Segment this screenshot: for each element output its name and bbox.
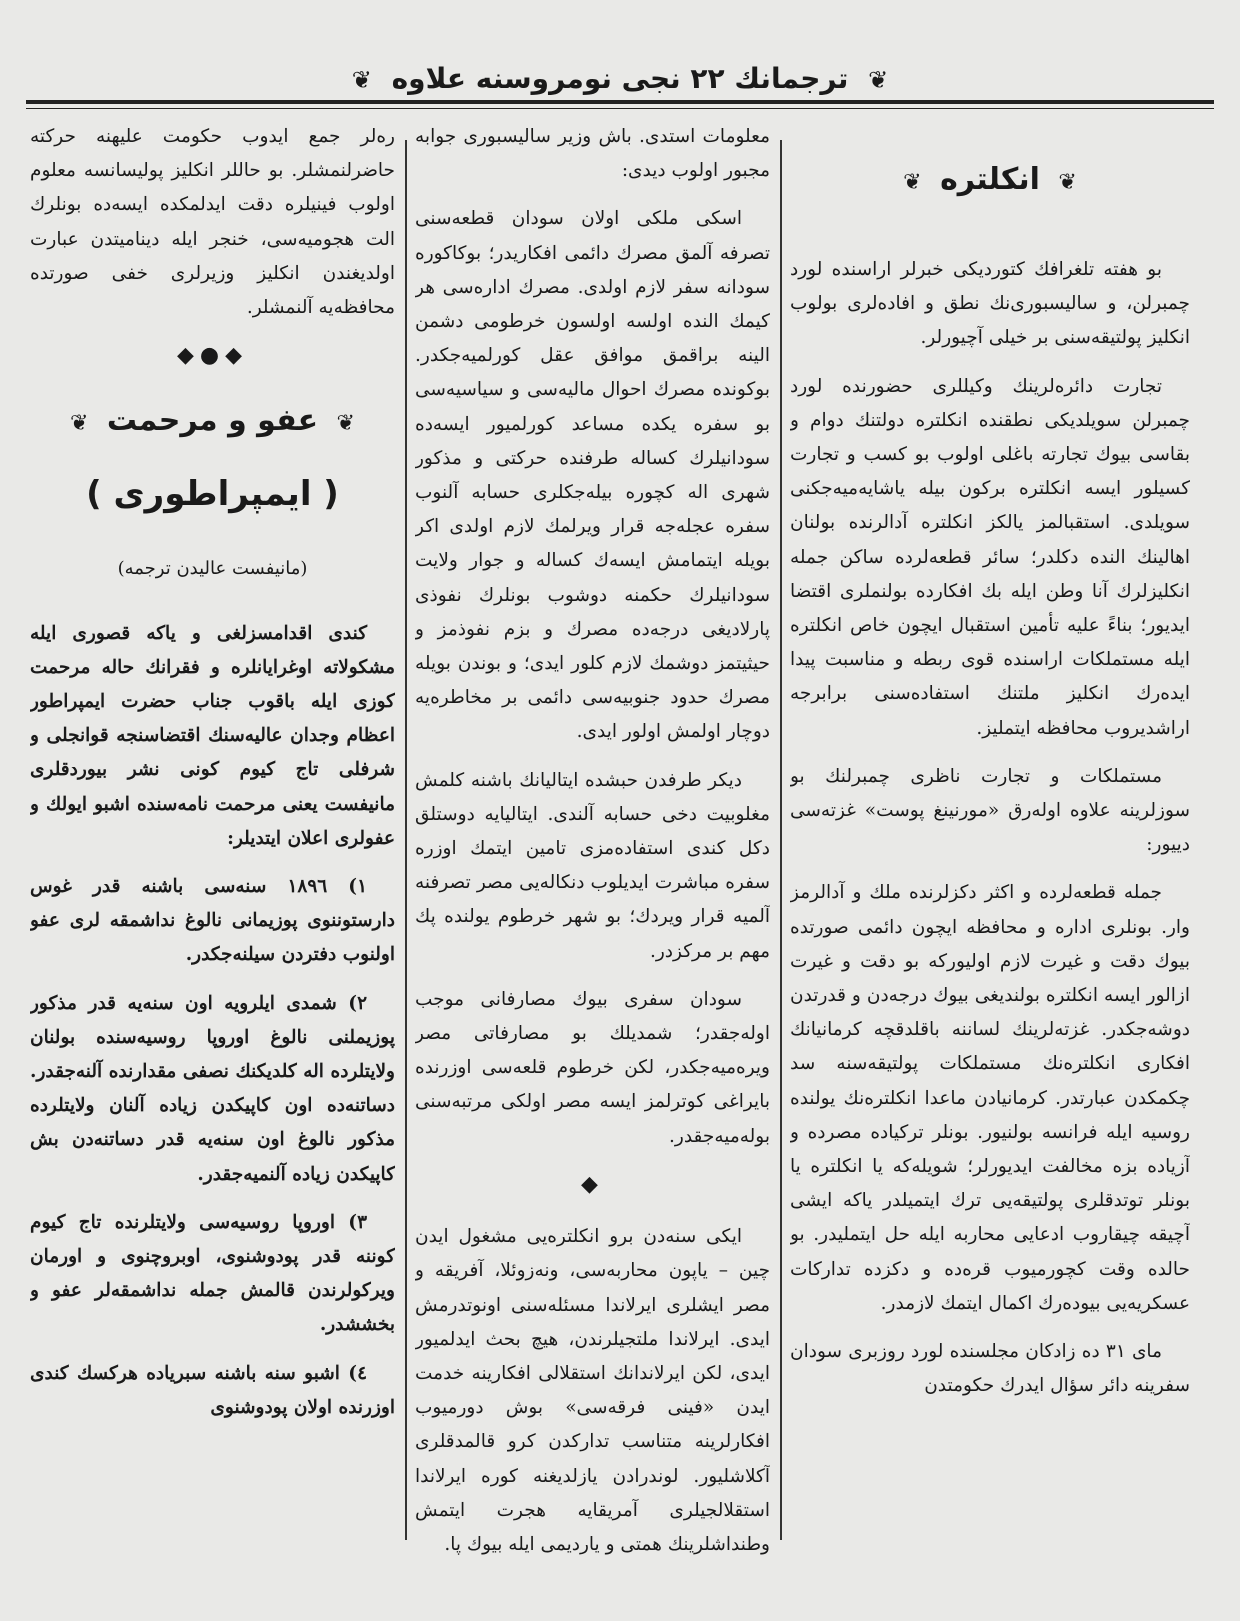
paragraph: بو هفته تلغرافك كتورديكى خبرلر اراسنده لورد چمبرلن، و سالیسبوری‌نك نطق و افاده‌لری بولوب انكلیز پولتیقه‌سنی بر خیلی آچیورلر.	[790, 259, 1190, 349]
paragraph: كندی اقدامسزلغی و یاكه قصوری ایله مشكولاته اوغرایانلره و فقرانك حاله مرحمت كوزی ایله باقوب جناب حضرت ایمپراطور اعظام وجدان عالیه‌سنك اقتضاسنجه قوانجلی و شرفلی تاج كیوم كونی نشر بیوردقلری مانیفست یعنی مرحمت نامه‌سنده اشبو ایولك و عفولری اعلان ایتدیلر:	[30, 622, 395, 849]
heading-text: عفو و مرحمت	[106, 403, 319, 439]
paragraph: تجارت دائره‌لرینك وكیللری حضورنده لورد چمبرلن سویلدیكی نطقنده انكلتره دولتنك دوام و بقاسی بیوك تجارته باغلی اولوب بو كسب و تجارت كسیلور ایسه انكلتره بركون بیله یاشایه‌میه‌جكنی سویلدی. استقبالمز یالكز انكلتره آدالرنده بولنان اهالینك النده دكلدر؛ سائر قطعه‌لرده ساكن جمله انكلیزلرك آنا وطن ایله بك افكارده بولنملری اقتضا ایدیور؛ بناءً علیه تأمین استقبال ایچون خاص انكلتره ایله مستملكات اراسنده قوی ربطه و مناسبت پیدا ایده‌رك انكلیز ملتنك استفاده‌سنی برابرجه اراشدیروب محافظه ایتملیز.	[790, 375, 1190, 739]
masthead-title: ترجمانك ٢٢ نجى نومروسنه علاوه	[391, 62, 849, 95]
article-subheading: ( ایمپراطوری )	[86, 474, 339, 515]
paragraph: اسكی ملكی اولان سودان قطعه‌سنی تصرفه آلمق مصرك دائمی افكاریدر؛ بوكاكوره سودانه سفر لازم اولدی. مصرك اداره‌سی هر كیمك النده اولسه اولسون خرطومی دشمن الینه براقمق موافق عقل كورلمیه‌جكدر. بوكونده مصرك احوال مالیه‌سی و سیاسیه‌سی بو سفره یكده مساعد كورلمیور ایسه‌ده سودانیلرك كساله طرفنده حركتی و مذكور شهری اله كچوره بیله‌جكلری حسابه آلنوب سفره عجله‌جه قرار ویرلمك لازم اولدی اكر بویله ایتمامش ایسه‌ك كساله و جوار ولایت سودانیلرك حكمنه دوشوب بونلرك نفوذی پارلادیغی درجه‌ده مصرك و بزم نفوذمز و حیثیتمز دوشمك لازم كلور ایدی؛ و بوندن بویله مصرك حدود جنوبیه‌سی دائمی بر مخاطره‌یه دوچار اولمش اولور ایدی.	[415, 208, 770, 743]
column-divider	[780, 140, 782, 1540]
masthead-rule-thin	[26, 108, 1214, 109]
masthead-ornament-icon: ❦	[351, 66, 372, 94]
middle-column	[415, 120, 770, 1600]
paragraph: مای ٣١ ده زادكان مجلسنده لورد روزبری سودان سفرینه دائر سؤال ایدرك حكومتدن	[790, 1341, 1190, 1397]
list-item: ٣) اوروپا روسیه‌سی ولایتلرنده تاج كیوم كوننه قدر پودوشنوی، اوبروچنوی و اورمان ویركولرندن قالمش جمله نداشمقه‌لر عفو و بخششدر.	[30, 1211, 395, 1336]
heading-ornament-icon: ❦	[1058, 170, 1077, 195]
right-column	[790, 120, 1190, 1600]
list-item: ٤) اشبو سنه باشنه سبرياده هركسك كندی اوزرنده اولان پودوشنوی	[30, 1362, 395, 1418]
paragraph: ایكی سنه‌دن برو انكلتره‌یی مشغول ایدن چین – یاپون محاربه‌سی، ونه‌زوئلا، آفریقه و مصر ایشلری ایرلاندا مسئله‌سنی اونوتدرمش ایدی. ایرلاندا ملتجیلرندن، هیچ بحث ایدلمیور ایدی، لكن ایرلاندانك استقلالی افكارینه خدمت ایدن «فینی فرقه‌سی» بوش دورمیوب افكارلرینه متناسب تداركدن كرو قالمدقلری آكلاشلیور. لوندرادن یازلدیغنه كوره ایرلاندا استقلالجیلری آمریقایه هجرت ایتمش وطنداشلرینك همتی و یاردیمی ایله بیوك پا.	[415, 1226, 770, 1555]
paragraph: سودان سفری بیوك مصارفانی موجب اوله‌جقدر؛ شمدیلك بو مصارفاتی مصر ویره‌میه‌جكدر، لكن خرطوم قلعه‌سی اوزرنده بایراغی كوترلمز ایسه مصر اولكی مرتبه‌سنی بوله‌میه‌جقدر.	[415, 988, 770, 1147]
paragraph: مستملكات و تجارت ناظری چمبرلنك بو سوزلرینه علاوه اوله‌رق «مورنینغ پوست» غزته‌سی دییور:	[790, 765, 1190, 856]
heading-ornament-icon: ❦	[70, 411, 89, 437]
left-column	[30, 120, 395, 1600]
paragraph: دیكر طرفدن حبشده ایتالیانك باشنه كلمش مغلوبیت دخی حسابه آلندی. ایتالیایه دوستلق دكل كندی استفاده‌مزی تامین ایتمك اوزره سفره مباشرت ایدیلوب دنكاله‌یی مصر تصرفنه آلمیه قرار ویردك؛ بو شهر خرطوم یولنده پك مهم بر مركزدر.	[415, 769, 770, 962]
heading-text: انكلتره	[940, 162, 1040, 197]
masthead-rule	[26, 100, 1214, 104]
paragraph: ره‌لر جمع ایدوب حكومت علیهنه حركته حاضرلنمشلر. بو حاللر انكلیز پولیسانسه معلوم اولوب فینیلره دقت ایدلمكده ایسه‌ده بونلرك الت هجومیه‌سی، خنجر ایله دینامیتدن عبارت اولدیغندن انكلیز وزیرلری خفی صورتده محافظه‌یه آلنمشلر.	[30, 126, 395, 319]
column-divider	[405, 140, 407, 1540]
masthead-ornament-icon: ❦	[868, 66, 889, 94]
section-divider: ◆●◆	[176, 343, 249, 369]
paragraph: جمله قطعه‌لرده و اكثر دكزلرنده ملك و آدالرمز وار. بونلری اداره و محافظه ایچون دائمی صورتده بیوك دقت و غیرت لازم اولیوركه بو دقت و غیرت ازالور ایسه انكلتره بولندیغی بیوك درجه‌دن و قدرتدن دوشه‌جكدر. غزته‌لرینك لساننه باقلدقچه كرمانیانك افكاری انكلتره‌نك مستملكات پولتیقه‌سنه سد چكمكدن عبارتدر. كرمانیادن ماعدا انكلتره‌نك یولنده روسیه ایله فرانسه بولنیور. بونلر تركیاده مصرده و آزیاده بزه مخالفت ایدیورلر؛ شویله‌كه یا انكلتره یا بونلر توتدقلری پولتیقه‌یی ترك ایتمیلدر یاكه ایشی آچیقه چیقاروب ادعایی محاربه ایله حل ایتملیدر. بو حالده وقت كچورمیوب قره‌ده و دكزده تدارکات عسكریه‌یی بیوده‌رك اكمال ایتمك لازمدر.	[790, 882, 1190, 1314]
article-heading-amnesty	[30, 391, 395, 454]
paragraph: معلومات استدی. باش وزیر سالیسبوری جوابه مجبور اولوب دیدی:	[415, 126, 770, 182]
list-item: ١) ١٨٩٦ سنه‌سی باشنه قدر غوس دارستوننوی پوزیمانی نالوغ نداشمقه لری عفو اولنوب دفتردن سیلنه‌جكدر.	[30, 876, 395, 966]
heading-ornament-icon: ❦	[903, 170, 922, 195]
source-note: (مانیفست عالیدن ترجمه)	[117, 558, 308, 580]
heading-ornament-icon: ❦	[336, 411, 355, 437]
article-heading-england	[790, 150, 1190, 213]
list-item: ٢) شمدی ایلرویه اون سنه‌یه قدر مذكور پوزیملنی نالوغ اوروپا روسیه‌سنده بولنان ولایتلرده اله كلدیكنك نصفی مقدارنده آلنه‌جقدر. دساتنه‌ده اون كاپیكدن زیاده آلنان ولایتلرده مذكور نالوغ اون سنه‌یه قدر دساتنه‌دن بش كاپیكدن زیاده آلنمیه‌جقدر.	[30, 992, 395, 1185]
masthead	[0, 62, 1240, 95]
section-divider: ◆	[581, 1171, 604, 1197]
